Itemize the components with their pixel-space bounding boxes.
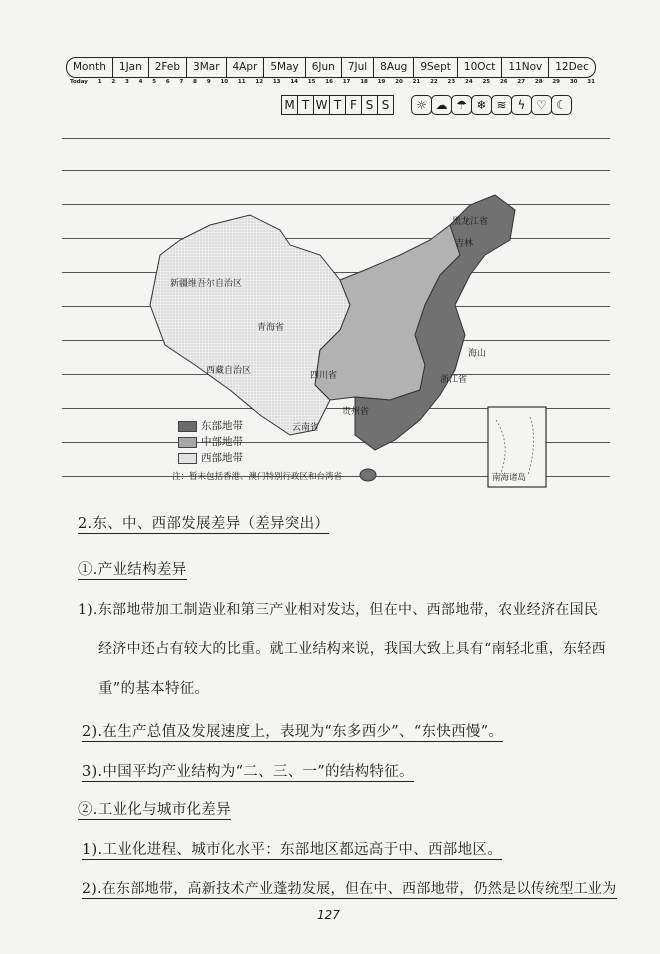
paragraph-line: 1).东部地带加工制造业和第三产业相对发达，但在中、西部地带，农业经济在国民 <box>78 602 599 618</box>
weekday-box[interactable]: T <box>329 95 346 115</box>
cloud-icon[interactable]: ☁ <box>431 95 452 115</box>
paragraph-line: 重”的基本特征。 <box>98 681 210 697</box>
weekday-box[interactable]: S <box>361 95 378 115</box>
month-cell[interactable]: 1Jan <box>112 58 148 77</box>
day-number[interactable]: 23 <box>447 79 456 85</box>
snow-icon[interactable]: ❄ <box>471 95 492 115</box>
legend-item <box>178 450 243 466</box>
month-cell[interactable]: 10Oct <box>457 58 502 77</box>
month-cell[interactable]: 7Jul <box>341 58 373 77</box>
paragraph-line: 1).工业化进程、城市化水平：东部地区都远高于中、西部地区。 <box>82 838 502 860</box>
moon-icon[interactable]: ☾ <box>551 95 572 115</box>
weekday-box[interactable]: S <box>377 95 394 115</box>
province-label: 四川省 <box>310 371 338 381</box>
legend-swatch <box>178 421 197 432</box>
month-bar <box>66 57 596 78</box>
ruled-line <box>62 170 610 171</box>
day-number[interactable]: 21 <box>412 79 421 85</box>
day-number[interactable]: 8 <box>193 79 197 85</box>
day-number[interactable]: 15 <box>307 79 316 85</box>
paragraph-line: 经济中还占有较大的比重。就工业结构来说，我国大致上具有“南轻北重，东轻西 <box>98 641 606 657</box>
page-number: 127 <box>317 908 340 922</box>
day-number[interactable]: 6 <box>165 79 170 85</box>
paragraph-line: 3).中国平均产业结构为“二、三、一”的结构特征。 <box>82 760 414 782</box>
weekday-box[interactable]: W <box>313 95 330 115</box>
day-number[interactable]: 5 <box>152 79 157 85</box>
day-number[interactable]: 12 <box>255 79 264 85</box>
month-cell[interactable]: 3Mar <box>186 58 225 77</box>
legend-label: 东部地带 <box>201 420 243 432</box>
province-label: 新疆维吾尔自治区 <box>170 279 243 289</box>
province-label: 西藏自治区 <box>206 366 252 376</box>
day-number[interactable]: 14 <box>290 79 298 85</box>
wind-icon[interactable]: ≋ <box>491 95 512 115</box>
heart-icon[interactable]: ♡ <box>531 95 552 115</box>
province-label: 青海省 <box>257 323 285 333</box>
legend-swatch <box>178 453 197 464</box>
rain-icon[interactable]: ☂ <box>451 95 472 115</box>
weekday-boxes <box>282 95 394 115</box>
day-number[interactable]: 31 <box>587 79 595 85</box>
map-legend <box>178 418 243 466</box>
day-number[interactable]: 4 <box>138 79 143 85</box>
hainan-island <box>360 469 376 481</box>
day-number[interactable]: 16 <box>325 79 333 85</box>
section-heading: 2.东、中、西部发展差异（差异突出） <box>78 512 329 534</box>
day-number[interactable]: 11 <box>237 79 246 85</box>
province-label: 黑龙江省 <box>452 217 489 227</box>
subheading: ②.工业化与城市化差异 <box>78 798 231 820</box>
weekday-box[interactable]: T <box>297 95 314 115</box>
sun-icon[interactable]: ☼ <box>411 95 432 115</box>
day-number[interactable]: 17 <box>342 79 351 85</box>
month-cell[interactable]: 8Aug <box>373 58 413 77</box>
province-label: 吉林 <box>455 239 474 249</box>
day-number[interactable]: 9 <box>206 79 211 85</box>
province-label: 云南省 <box>292 423 320 433</box>
day-number[interactable]: 24 <box>465 79 473 85</box>
subheading: ①.产业结构差异 <box>78 558 187 580</box>
legend-item <box>178 418 243 434</box>
legend-item <box>178 434 243 450</box>
day-number[interactable]: 20 <box>395 79 403 85</box>
province-label: 浙江省 <box>440 375 468 385</box>
month-cell[interactable]: 9Sept <box>413 58 457 77</box>
day-number[interactable]: 3 <box>124 79 129 85</box>
day-number[interactable]: 10 <box>220 79 229 85</box>
day-number[interactable]: 30 <box>569 79 578 85</box>
month-cell[interactable]: 4Apr <box>226 58 264 77</box>
ruled-line <box>62 138 610 139</box>
month-cell[interactable]: 12Dec <box>548 58 595 77</box>
inset-label: 南海诸岛 <box>492 473 527 483</box>
paragraph-line: 2).在生产总值及发展速度上，表现为“东多西少”、“东快西慢”。 <box>82 720 503 742</box>
day-number[interactable]: 29 <box>552 79 561 85</box>
month-cell[interactable]: 2Feb <box>148 58 186 77</box>
day-number[interactable]: 1 <box>97 79 102 85</box>
month-cell[interactable]: Month <box>72 61 106 73</box>
weekday-box[interactable]: M <box>281 95 298 115</box>
day-number[interactable]: 18 <box>360 79 368 85</box>
day-number[interactable]: 19 <box>377 79 386 85</box>
days-row <box>70 79 595 85</box>
month-cell[interactable]: 5May <box>263 58 304 77</box>
day-number[interactable]: 27 <box>517 79 526 85</box>
day-number[interactable]: 25 <box>482 79 491 85</box>
province-label: 贵州省 <box>342 407 370 417</box>
day-number[interactable]: 2 <box>111 79 116 85</box>
legend-label: 中部地带 <box>201 436 243 448</box>
month-cell[interactable]: 11Nov <box>501 58 548 77</box>
day-number[interactable]: 22 <box>430 79 438 85</box>
day-number[interactable]: 13 <box>272 79 281 85</box>
weather-boxes <box>412 95 572 115</box>
month-cell[interactable]: 6Jun <box>305 58 341 77</box>
day-number[interactable]: 7 <box>179 79 184 85</box>
paragraph-line: 2).在东部地带，高新技术产业蓬勃发展，但在中、西部地带，仍然是以传统型工业为 <box>82 878 617 899</box>
west-region <box>150 215 350 435</box>
map-note: 注：暂未包括香港、澳门特别行政区和台湾省 <box>172 472 343 482</box>
province-label: 海山 <box>468 349 487 359</box>
legend-swatch <box>178 437 197 448</box>
day-number[interactable]: 26 <box>499 79 508 85</box>
weekday-box[interactable]: F <box>345 95 362 115</box>
days-label: Today <box>70 79 88 85</box>
storm-icon[interactable]: ϟ <box>511 95 532 115</box>
legend-label: 西部地带 <box>201 452 243 464</box>
day-number[interactable]: 28 <box>534 79 543 85</box>
